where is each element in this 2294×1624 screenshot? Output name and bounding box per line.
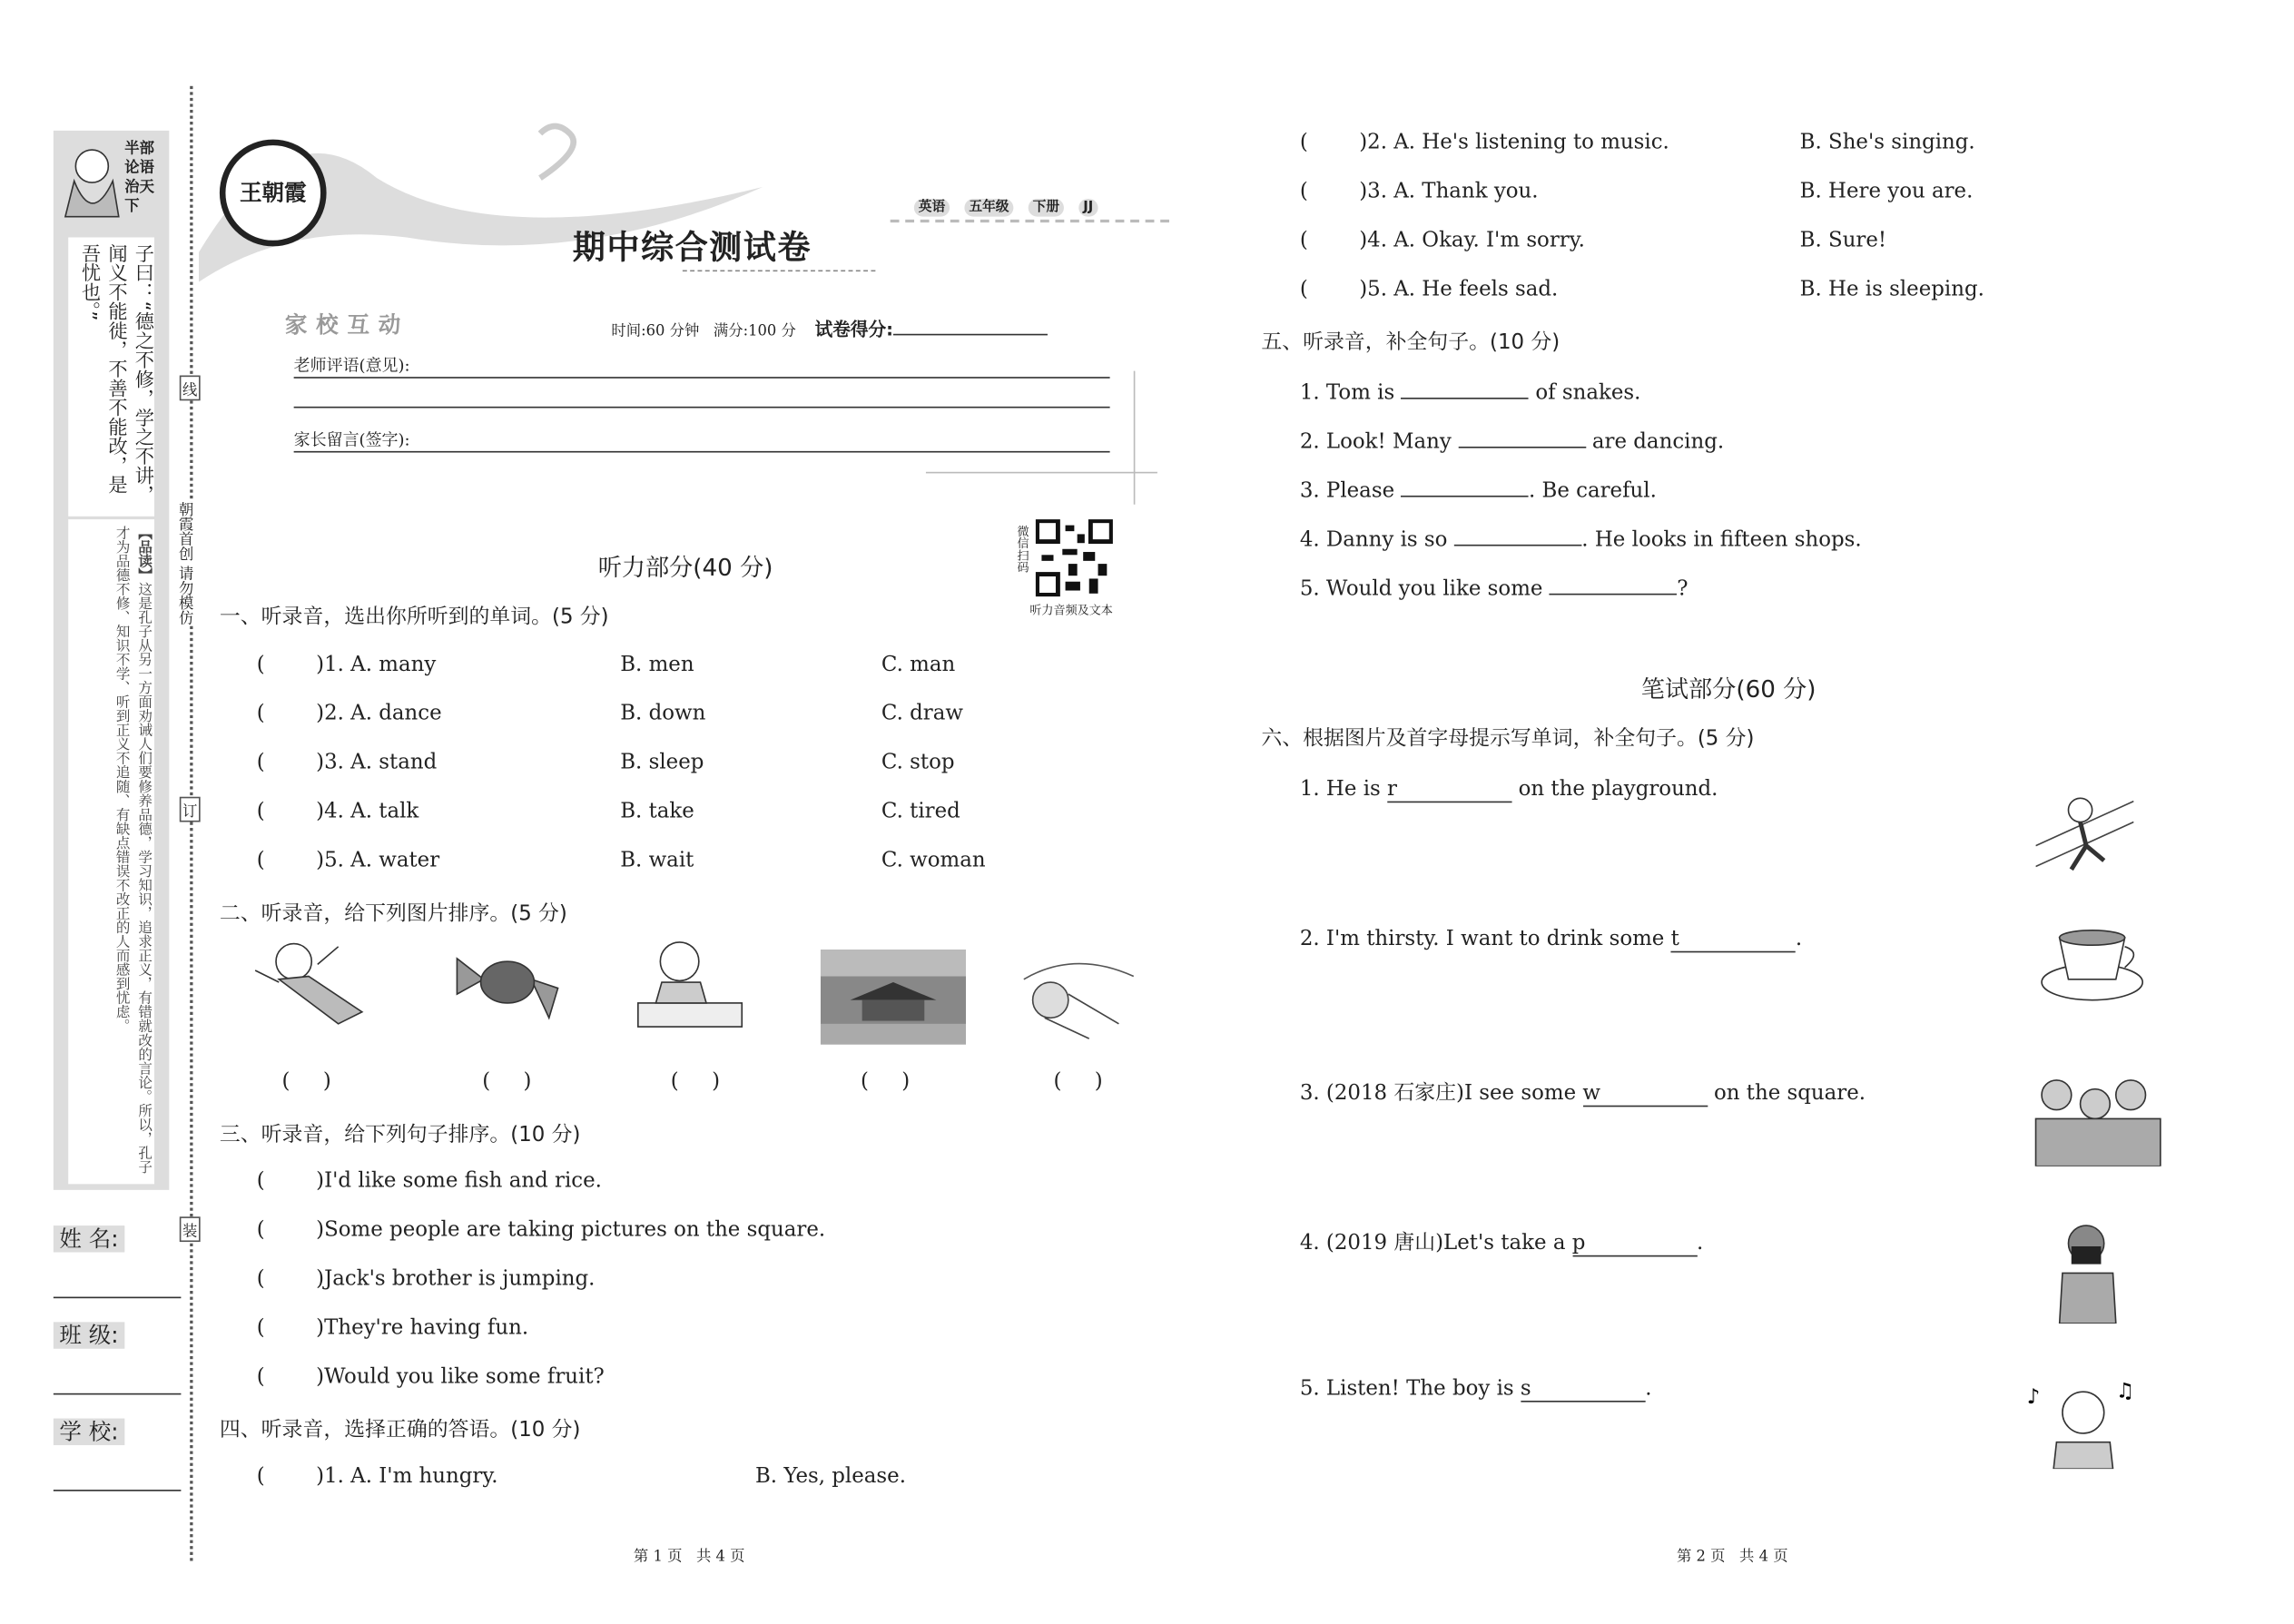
question-row: 1. He is r on the playground. [1299, 777, 1718, 802]
section-3-heading: 三、听录音，给下列句子排序。(10 分) [219, 1123, 581, 1147]
answer-blank[interactable]: t [1671, 928, 1796, 953]
picture-order-blank[interactable]: ( ) [482, 1069, 532, 1094]
picture-boy-lying [250, 935, 378, 1038]
qr-caption: 听力音频及文本 [1029, 604, 1113, 617]
picture-order-blank[interactable]: ( ) [1053, 1069, 1103, 1094]
question-row: 2. I'm thirsty. I want to drink some t . [1299, 927, 1803, 951]
option-b[interactable]: B. sleep [620, 751, 704, 775]
answer-paren[interactable]: ( [256, 1315, 265, 1340]
section-6-heading: 六、根据图片及首字母提示写单词，补全句子。(5 分) [1261, 726, 1755, 752]
page-number-2: 第 2 页 共 4 页 [1676, 1549, 1788, 1566]
score-input[interactable] [893, 334, 1048, 336]
reading-box: 【品读】这是孔子从另一方面劝诫人们要修养品德，学习知识，追求正义，有错就改的言论。所以，孔子才为品德不修、知识不学、听到正义不追随、有缺点错误不改正的人而感到忧虑。 [68, 519, 154, 1184]
picture-candy [451, 944, 564, 1028]
svg-text:♪: ♪ [2026, 1385, 2041, 1410]
picture-women-group [2030, 1068, 2166, 1166]
section-4-heading: 四、听录音，选择正确的答语。(10 分) [219, 1418, 581, 1442]
picture-palace-square [821, 950, 966, 1045]
option-a[interactable]: )2. A. He's listening to music. [1359, 130, 1669, 154]
question-row: 4. (2019 唐山)Let's take a p . [1299, 1231, 1704, 1255]
question-row: 3. (2018 石家庄)I see some w on the square. [1299, 1081, 1866, 1106]
answer-blank[interactable] [1454, 524, 1582, 546]
option-a[interactable]: )4. A. talk [316, 799, 419, 824]
tag-dash [891, 220, 1169, 222]
answer-blank[interactable] [1458, 426, 1586, 448]
answer-paren[interactable]: ( [256, 653, 265, 677]
title-dash [683, 270, 875, 271]
sentence: )I'd like some fish and rice. [316, 1168, 602, 1194]
option-a[interactable]: )5. A. He feels sad. [1359, 277, 1559, 301]
answer-paren[interactable]: ( [1299, 228, 1308, 252]
answer-blank[interactable] [1401, 475, 1529, 497]
answer-blank[interactable]: s [1521, 1377, 1645, 1403]
writing-section-title: 笔试部分(60 分) [1640, 674, 1816, 704]
picture-girl-desk [635, 931, 748, 1032]
option-a[interactable]: )5. A. water [316, 848, 440, 873]
answer-blank[interactable]: w [1582, 1082, 1707, 1107]
qr-code[interactable] [1036, 519, 1113, 596]
logo: 王朝霞 [220, 140, 327, 247]
answer-paren[interactable]: ( [256, 702, 265, 726]
answer-paren[interactable]: ( [256, 1266, 265, 1292]
name-field[interactable]: 姓 名: [54, 1223, 182, 1298]
binding-mark: 线 [180, 376, 201, 401]
question-row: 5. Would you like some ? [1300, 573, 1689, 601]
picture-person-camera [2048, 1220, 2132, 1324]
option-b[interactable]: B. men [620, 653, 694, 677]
section-2-heading: 二、听录音，给下列图片排序。(5 分) [219, 901, 567, 926]
quote-box [68, 238, 154, 517]
answer-blank[interactable]: r [1387, 777, 1511, 802]
teacher-comment-line2[interactable] [294, 407, 1110, 408]
option-c[interactable]: C. tired [881, 799, 960, 824]
picture-order-blank[interactable]: ( ) [861, 1069, 911, 1094]
option-a[interactable]: )3. A. stand [316, 751, 438, 775]
option-b[interactable]: B. take [620, 799, 694, 824]
option-a[interactable]: )2. A. dance [316, 702, 442, 726]
answer-blank[interactable] [1550, 573, 1678, 595]
option-a[interactable]: )4. A. Okay. I'm sorry. [1359, 228, 1585, 252]
class-field[interactable]: 班 级: [54, 1319, 182, 1394]
school-field[interactable]: 学 校: [54, 1415, 182, 1491]
answer-paren[interactable]: ( [256, 1464, 265, 1489]
answer-paren[interactable]: ( [256, 848, 265, 873]
answer-paren[interactable]: ( [1299, 277, 1308, 301]
option-b[interactable]: B. She's singing. [1799, 130, 1975, 154]
frame-line [1134, 371, 1136, 505]
book-tags: 英语 五年级 下册 JJ [914, 196, 1098, 215]
answer-paren[interactable]: ( [1299, 130, 1308, 154]
picture-order-blank[interactable]: ( ) [670, 1069, 721, 1094]
question-row: 2. Look! Many are dancing. [1300, 426, 1724, 454]
svg-text:♫: ♫ [2115, 1379, 2135, 1403]
parent-comment[interactable]: 家长留言(签字): [294, 428, 1110, 453]
answer-paren[interactable]: ( [256, 1168, 265, 1194]
answer-paren[interactable]: ( [256, 1364, 265, 1389]
page-number-1: 第 1 页 共 4 页 [633, 1549, 745, 1566]
option-a[interactable]: )3. A. Thank you. [1359, 179, 1539, 203]
option-b[interactable]: B. wait [620, 848, 694, 873]
option-c[interactable]: C. stop [881, 751, 955, 775]
frame-line [926, 472, 1157, 474]
confucius-illustration [59, 136, 124, 220]
question-row: 4. Danny is so . He looks in fifteen shops. [1300, 524, 1862, 552]
quote-text: 子曰：“德之不修，学之不讲，闻义不能徙，不善不能改，是吾忧也。” [76, 243, 153, 505]
home-school-label: 家校互动 [284, 311, 410, 339]
answer-paren[interactable]: ( [256, 1217, 265, 1243]
section-1-heading: 一、听录音，选出你所听到的单词。(5 分) [219, 605, 609, 630]
option-c[interactable]: C. draw [881, 702, 963, 726]
copy-notice: 朝霞首创 请勿模仿 [172, 501, 195, 625]
sentence: )Would you like some fruit? [316, 1364, 605, 1389]
picture-teacup [2039, 923, 2149, 1007]
exam-meta: 时间:60 分钟 满分:100 分 试卷得分: [611, 316, 1048, 341]
question-row: 1. Tom is of snakes. [1300, 377, 1641, 405]
answer-blank[interactable]: p [1572, 1232, 1697, 1257]
option-a[interactable]: )1. A. I'm hungry. [316, 1464, 498, 1489]
teacher-comment[interactable]: 老师评语(意见): [294, 353, 1110, 379]
option-c[interactable]: C. man [881, 653, 956, 677]
question-row: 3. Please . Be careful. [1300, 475, 1657, 503]
option-c[interactable]: C. woman [881, 848, 986, 873]
option-b[interactable]: B. Here you are. [1799, 179, 1974, 203]
sentence: )Some people are taking pictures on the square. [316, 1217, 826, 1243]
binding-mark: 装 [180, 1216, 201, 1242]
answer-paren[interactable]: ( [1299, 179, 1308, 203]
cut-line [190, 86, 192, 1561]
option-b[interactable]: B. He is sleeping. [1799, 277, 1984, 301]
sentence: )Jack's brother is jumping. [316, 1266, 596, 1292]
answer-blank[interactable] [1402, 377, 1530, 399]
picture-order-blank[interactable]: ( ) [281, 1069, 331, 1094]
option-b[interactable]: B. down [620, 702, 706, 726]
listening-section-title: 听力部分(40 分) [597, 553, 773, 582]
picture-boy-running [2036, 786, 2134, 881]
page-title: 期中综合测试卷 [572, 228, 812, 268]
option-a[interactable]: )1. A. many [316, 653, 437, 677]
sentence: )They're having fun. [316, 1315, 529, 1340]
option-b[interactable]: B. Yes, please. [754, 1464, 906, 1489]
motto: 半部论语治天下 [124, 141, 154, 216]
qr-side-label: 微信扫码 [1016, 525, 1030, 573]
question-row: 5. Listen! The boy is s . [1299, 1376, 1652, 1401]
option-b[interactable]: B. Sure! [1799, 228, 1887, 252]
binding-mark: 订 [180, 797, 201, 822]
picture-boy-singing [2023, 1377, 2142, 1469]
answer-paren[interactable]: ( [256, 799, 265, 824]
answer-paren[interactable]: ( [256, 751, 265, 775]
picture-figure-flowers [1015, 950, 1143, 1048]
section-5-heading: 五、听录音，补全句子。(10 分) [1261, 330, 1561, 355]
